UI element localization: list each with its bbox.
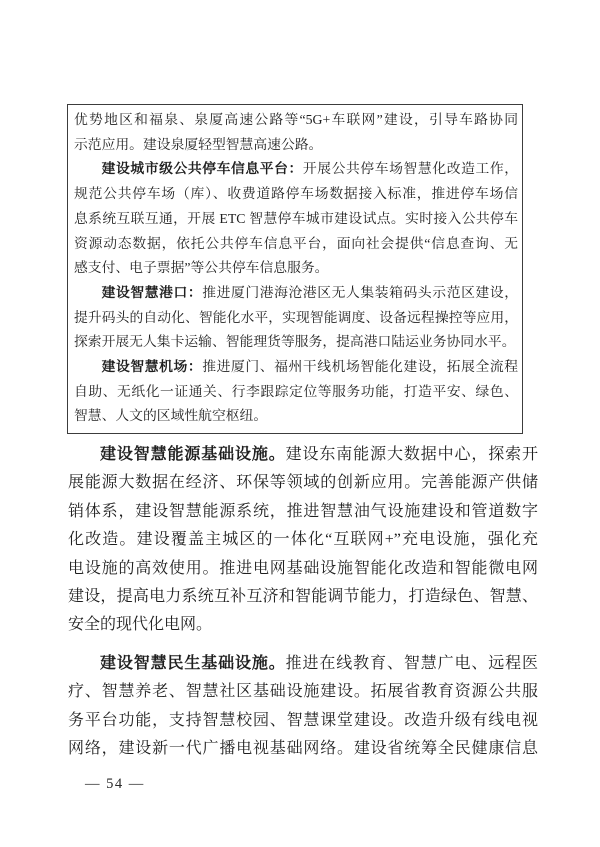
text-run: 建设，提高电力系统互补互济和智能调节能力，打造绿色、智慧、 xyxy=(68,588,538,606)
page-number: — 54 — xyxy=(85,776,145,792)
text-line xyxy=(74,355,518,380)
text-line xyxy=(68,441,538,469)
text-line xyxy=(74,306,518,331)
text-run: 疗、智慧养老、智慧社区基础设施建设。拓展省教育资源公共服 xyxy=(68,683,538,701)
bold-lead-in: 建设智慧民生基础设施。 xyxy=(100,654,286,672)
text-line xyxy=(74,182,518,207)
text-run: 安全的现代化电网。 xyxy=(68,616,213,634)
text-line xyxy=(74,232,518,257)
text-line xyxy=(74,157,518,182)
text-run: 感支付、电子票据”等公共停车信息服务。 xyxy=(74,260,329,276)
text-line xyxy=(74,108,518,133)
text-line xyxy=(68,469,538,497)
text-run: 开展公共停车场智慧化改造工作， xyxy=(302,161,519,177)
text-line xyxy=(68,583,538,611)
bold-lead-in: 建设智慧机场： xyxy=(101,359,203,375)
text-run: 网络，建设新一代广播电视基础网络。建设省统筹全民健康信息 xyxy=(68,740,538,758)
boxed-text-section xyxy=(67,104,523,434)
text-run: 探索开展无人集卡运输、智能理货等服务，提高港口陆运业务协同水平。 xyxy=(74,334,516,350)
text-run: 优势地区和福泉、泉厦高速公路等“5G+车联网”建设，引导车路协同 xyxy=(74,112,518,127)
text-line xyxy=(68,526,538,554)
text-line xyxy=(74,256,518,281)
bold-lead-in: 建设智慧港口： xyxy=(101,284,203,300)
text-line xyxy=(74,281,518,306)
text-line xyxy=(68,678,538,706)
text-line xyxy=(74,330,518,355)
text-run: 资源动态数据，依托公共停车信息平台，面向社会提供“信息查询、无 xyxy=(74,235,518,251)
text-line xyxy=(68,650,538,678)
paragraph xyxy=(74,281,518,355)
text-run: 展能源大数据在经济、环保等领域的创新应用。完善能源产供储 xyxy=(68,474,538,492)
text-run: 化改造。建设覆盖主城区的一体化“互联网+”充电设施，强化充 xyxy=(68,531,538,549)
bold-lead-in: 建设智慧能源基础设施。 xyxy=(100,446,286,463)
text-run: 建设东南能源大数据中心，探索开 xyxy=(285,446,538,463)
text-line xyxy=(68,707,538,735)
text-run: 推进厦门港海沧港区无人集装箱码头示范区建设， xyxy=(202,284,519,300)
text-line xyxy=(74,404,518,429)
text-run: 规范公共停车场（库）、收费道路停车场数据接入标准，推进停车场信 xyxy=(74,186,518,202)
text-run: 智慧、人文的区域性航空枢纽。 xyxy=(74,408,268,424)
text-run: 息系统互联互通，开展 ETC 智慧停车城市建设试点。实时接入公共停车 xyxy=(74,210,518,226)
paragraph xyxy=(68,650,538,764)
text-line xyxy=(68,555,538,583)
text-run: 提升码头的自动化、智能化水平，实现智能调度、设备远程操控等应用， xyxy=(74,309,518,325)
text-run: 推进厦门、福州干线机场智能化建设，拓展全流程 xyxy=(202,359,519,375)
text-run: 推进在线教育、智慧广电、远程医 xyxy=(285,654,538,672)
text-run: 务平台功能，支持智慧校园、智慧课堂建设。改造升级有线电视 xyxy=(68,711,538,729)
paragraph xyxy=(74,157,518,281)
text-line xyxy=(68,498,538,526)
text-line xyxy=(68,735,538,763)
text-run: 电设施的高效使用。推进电网基础设施智能化改造和智能微电网 xyxy=(68,559,538,577)
text-line xyxy=(74,207,518,232)
paragraph xyxy=(68,441,538,640)
text-line xyxy=(68,611,538,639)
text-line xyxy=(74,380,518,405)
body-text-section xyxy=(68,441,538,763)
bold-lead-in: 建设城市级公共停车信息平台： xyxy=(101,161,303,177)
text-run: 示范应用。建设泉厦轻型智慧高速公路。 xyxy=(74,136,323,152)
text-line xyxy=(74,133,518,158)
text-run: 销体系，建设智慧能源系统，推进智慧油气设施建设和管道数字 xyxy=(68,502,538,520)
paragraph xyxy=(74,355,518,429)
text-run: 自助、无纸化一证通关、行李跟踪定位等服务功能，打造平安、绿色、 xyxy=(74,383,518,399)
paragraph xyxy=(74,108,518,157)
